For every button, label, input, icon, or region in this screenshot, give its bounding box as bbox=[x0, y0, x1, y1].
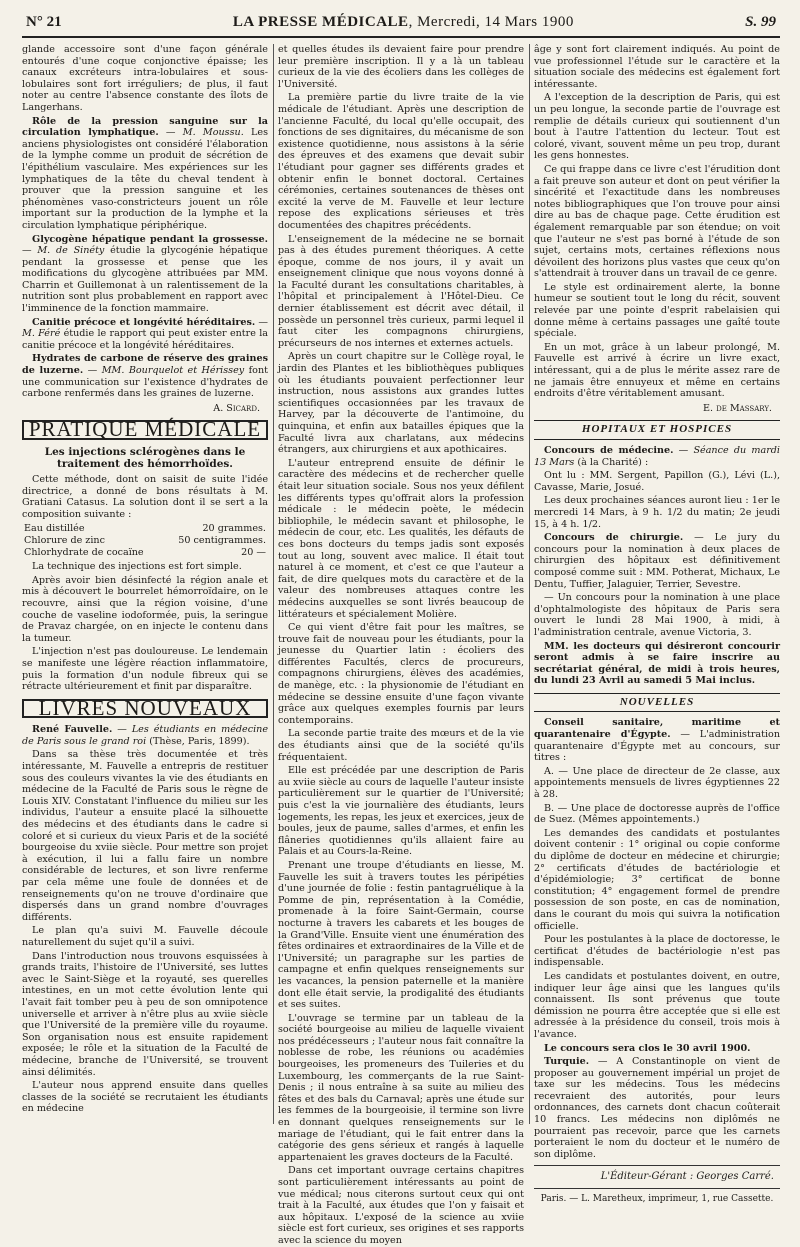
masthead: LA PRESSE MÉDICALE, Mercredi, 14 Mars 1900 bbox=[232, 14, 574, 30]
abstract-author: M. Féré bbox=[22, 328, 61, 340]
editor-credit: L'Éditeur-Gérant : Georges Carré. bbox=[600, 1171, 774, 1183]
paragraph: Le concours sera clos le 30 avril 1900. bbox=[544, 1042, 751, 1054]
abstract-text: font une communication sur l'existence d'hydrates de carbone renfermés dans les graines de luzerne. bbox=[22, 365, 268, 400]
paragraph: A l'exception de la description de Paris, qui est un peu longue, la seconde partie de l'ouvrage est remplie de détails curieux qui soutiennent d'un bout à l'autre l'attention du lecteur. Tout est coloré, vivant, souvent même un peu trop, durant les gens honnestes. bbox=[534, 92, 780, 162]
paragraph: Dans l'introduction nous trouvons esquissées à grands traits, l'histoire de l'Université, ses luttes avec le Saint-Siège et la royauté, ses querelles intestines, en un mot cette évolution lente qui l'avait fait tomber peu à peu de son omnipotence universelle et arriver à n'être plus au xviie siècle que l'Université de la première ville du royaume. Son organisation nous est ensuite rapidement exposée; le rôle et la situation de la Faculté de médecine, branche de l'Université, se trouvent ainsi délimités. bbox=[22, 950, 268, 1078]
ingredient: Chlorure de zinc bbox=[24, 534, 105, 546]
paragraph: L'injection n'est pas douloureuse. Le lendemain se manifeste une légère réaction inflammatoire, puis la formation d'un nodule fibreux qui se rétracte ultérieurement et finit par disparaître. bbox=[22, 646, 268, 693]
paragraph: glande accessoire sont d'une façon générale entourés d'une coque conjonctive épaisse; les canaux excréteurs intra-lobulaires et sous-lobulaires sont fort irréguliers; de plus, il faut noter au centre l'absence constante des îlots de Langerhans. bbox=[22, 44, 268, 113]
paragraph: L'auteur entreprend ensuite de définir le caractère des médecins et de rechercher quelle était leur situation sociale. Sous nos yeux défilent les différents types qu'offrait alors la profession médicale : le médecin poète, le médecin bibliophile, le médecin savant et philosophe, le médecin de cour, etc. Les qualités, les défauts de ces bons docteurs du temps jadis sont exposés tout au long, souvent avec malice. Il était tout naturel à ce moment, et c'est ce que l'auteur a fait, de dire quelques mots du caractère et de la valeur des nombreuses attaques contre les médecins auxquelles se sont livrés beaucoup de littérateurs et spécialement Molière. bbox=[278, 457, 524, 620]
paragraph: L'enseignement de la médecine ne se bornait pas à des études purement théoriques. A cette époque, comme de nos jours, il y avait un enseignement clinique que nous voyons donné à la Faculté durant les consultations charitables, à l'hôpital et principalement à l'Hôtel-Dieu. Ce dernier établissement est décrit avec détail, il possède un personnel très curieux, parmi lequel il faut citer les compagnons chirurgiens, précurseurs de nos internes et externes actuels. bbox=[278, 233, 524, 349]
book-author: René Fauvelle. bbox=[32, 724, 113, 736]
abstract-author: M. de Sinéty bbox=[37, 245, 105, 257]
paragraph: Ce qui frappe dans ce livre c'est l'érudition dont a fait preuve son auteur et dont on peut vérifier la sincérité et l'exactitude dans les nombreuses notes bibliographiques que l'on trouve pour ainsi dire au bas de chaque page. Cette érudition est également remarquable par son étendue; on voit que l'auteur ne s'est pas borné à l'étude de son sujet, certains mots, certaines réflexions nous dévoilent des horizons plus vastes que ceux qu'on s'attendrait à trouver dans un travail de ce genre. bbox=[534, 163, 780, 280]
page-header bbox=[22, 14, 780, 38]
abstract-title: Hydrates de carbone de réserve des graines de luzerne. bbox=[22, 353, 268, 377]
notice-concours-medecine bbox=[534, 445, 780, 468]
recipe-table bbox=[22, 523, 268, 558]
abstract-author: M. Moussu. bbox=[182, 127, 244, 139]
column-3 bbox=[534, 44, 780, 1205]
book-publication: (Thèse, Paris, 1899). bbox=[149, 735, 250, 747]
news-title: Turquie. bbox=[544, 1056, 590, 1068]
paragraph: A. — Une place de directeur de 2e classe, aux appointements mensuels de livres égyptiennes 22 à 28. bbox=[534, 765, 780, 801]
section-banner-nouvelles: NOUVELLES bbox=[534, 693, 780, 713]
paragraph: En un mot, grâce à un labeur prolongé, M. Fauvelle est arrivé à écrire un livre exact, intéressant, qui a de plus le mérite assez rare de ne jamais être ennuyeux et même en certains endroits d'être véritablement amusant. bbox=[534, 341, 780, 400]
paragraph: Dans sa thèse très documentée et très intéressante, M. Fauvelle a entrepris de restituer sous des couleurs vivantes la vie des étudiants en médecine de la Faculté de Paris sous le règne de Louis XIV. Constatant l'influence du milieu sur les individus, l'auteur a ensuite placé la silhouette des médecins et des étudiants dans le cadre si coloré et si curieux du vieux Paris et de la société bourgeoise du xviie siècle. Pour mettre son projet à exécution, il lui a fallu faire un nombre considérable de lectures, et son livre renferme par cela même une foule de données et de renseignements qu'on ne trouve d'ordinaire que dispersés dans un grand nombre d'ouvrages différents. bbox=[22, 749, 268, 923]
notice-concours-chirurgie bbox=[534, 532, 780, 590]
columns bbox=[22, 44, 780, 1246]
article-subheading: Les injections sclérogènes dans le traitement des hémorrhoïdes. bbox=[44, 446, 246, 470]
book-title: Les étudiants en médecine de Paris sous le grand roi bbox=[22, 724, 268, 747]
paragraph: Ont lu : MM. Sergent, Papillon (G.), Lévi (L.), Cavasse, Marie, Josué. bbox=[534, 470, 780, 493]
paragraph: L'auteur nous apprend ensuite dans quelles classes de la société se recrutaient les étudiants en médecine bbox=[22, 1080, 268, 1115]
paragraph: Le style est ordinairement alerte, la bonne humeur se soutient tout le long du récit, souvent relevée par une pointe d'esprit rabelaisien qui donne même à certains passages une gaîté toute spéciale. bbox=[534, 281, 780, 340]
paragraph: La technique des injections est fort simple. bbox=[32, 561, 242, 573]
news-egypte bbox=[534, 717, 780, 763]
paragraph: MM. les docteurs qui désireront concourir seront admis à se faire inscrire au secrétariat général, de midi à trois heures, du lundi 23 Avril au samedi 5 Mai inclus. bbox=[534, 640, 780, 687]
abstract-title: Rôle de la pression sanguine sur la circulation lymphatique. bbox=[22, 115, 268, 139]
abstract-bourquelot: Hydrates de carbone de réserve des graines de luzerne. — MM. Bourquelot et Hérissey font une communication sur l'existence d'hydrates de carbone renfermés dans les graines de luzerne. bbox=[22, 353, 268, 400]
page-number: S. 99 bbox=[745, 14, 776, 30]
paragraph: L'ouvrage se termine par un tableau de la société bourgeoise au milieu de laquelle vivaient nos prédécesseurs ; l'auteur nous fait connaître la noblesse de robe, les réunions ou académies bourgeoises, les promeneurs des Tuileries et du Luxembourg, les commerçants de la rue Saint-Denis ; il nous entraîne à sa suite au milieu des fêtes et des bals du Carnaval; après une étude sur les femmes de la bourgeoisie, il termine son livre en donnant quelques renseignements sur le mariage de l'étudiant, qui le fait entrer dans la catégorie des gens sérieux et rangés à laquelle appartenaient les graves docteurs de la Faculté. bbox=[278, 1012, 524, 1163]
paragraph: Le plan qu'a suivi M. Fauvelle découle naturellement du sujet qu'il a suivi. bbox=[22, 925, 268, 948]
abstract-author: MM. Bourquelot et Hérissey bbox=[101, 365, 245, 377]
journal-title: LA PRESSE MÉDICALE bbox=[232, 14, 409, 30]
paragraph: — Un concours pour la nomination à une place d'ophtalmologiste des hôpitaux de Paris sera ouvert le lundi 28 Mai 1900, à midi, à l'administration centrale, avenue Victoria, 3. bbox=[534, 592, 780, 638]
recipe-row bbox=[22, 535, 268, 547]
paragraph: et quelles études ils devaient faire pour prendre leur première inscription. Il y a là un tableau curieux de la vie des écoliers dans les collèges de l'Université. bbox=[278, 44, 524, 90]
news-text: — L'administration quarantenaire d'Égypte met au concours, sur titres : bbox=[534, 729, 780, 764]
paragraph: Les demandes des candidats et postulantes doivent contenir : 1° original ou copie conforme du diplôme de docteur en médecine et chirurgie; 2° certificats d'études de bactériologie et d'épidémiologie; 3° certificat de bonne constitution; 4° engagement formel de prendre possession de son poste, en cas de nomination, dans le courant du mois qui suivra la notification officielle. bbox=[534, 827, 780, 932]
paragraph: Après un court chapitre sur le Collège royal, le jardin des Plantes et les bibliothèques publiques où les étudiants pouvaient perfectionner leur instruction, nous assistons aux grandes luttes scientifiques occasionnées par les travaux de Harvey, par la découverte de l'antimoine, du quinquina, et enfin aux batailles épiques que la Faculté livra aux charlatans, aux médecins étrangers, aux chirurgiens et aux apothicaires. bbox=[278, 351, 524, 456]
paragraph: B. — Une place de doctoresse auprès de l'office de Suez. (Mêmes appointements.) bbox=[534, 802, 780, 826]
news-text: — A Constantinople on vient de proposer au gouvernement impérial un projet de taxe sur les médecins. Tous les médecins recevraient des autorités, pour leurs ordonnances, des carnets dont chacun coûterait 10 francs. Les médecins non diplômés ne pourraient pas recevoir, parce que les carnets porteraient le nom du docteur et le numéro de son diplôme. bbox=[534, 1056, 780, 1160]
paragraph: Dans cet important ouvrage certains chapitres sont particulièrement intéressants au point de vue médical; nous citerons surtout ceux qui ont trait à la Faculté, aux études que l'on y faisait et aux hôpitaux. L'exposé de la science au xviie siècle est fort curieux, ses origines et ses rapports avec la science du moyen bbox=[278, 1165, 524, 1246]
ingredient: Chlorhydrate de cocaïne bbox=[24, 546, 144, 558]
newspaper-page bbox=[22, 14, 780, 1246]
issue-number: N° 21 bbox=[26, 14, 62, 30]
notice-text: — Le jury du concours pour la nomination à deux places de chirurgien des hôpitaux est définitivement composé comme suit : MM. Potherat, Michaux, Le Dentu, Tuffier, Jalaguier, Terrier, Sevestre. bbox=[534, 532, 780, 590]
divider bbox=[534, 1188, 780, 1189]
quantity: 50 centigrammes. bbox=[178, 534, 266, 546]
section-banner-hopitaux: HOPITAUX ET HOSPICES bbox=[534, 420, 780, 440]
column-divider bbox=[273, 44, 274, 1124]
paragraph: Les candidats et postulantes doivent, en outre, indiquer leur âge ainsi que les langues qu'ils connaissent. Ils sont prévenus que toute démission ne pourra être acceptée que si elle est adressée à la présidence du conseil, trois mois à l'avance. bbox=[534, 970, 780, 1040]
notice-place: (à la Charité) : bbox=[577, 456, 649, 468]
quantity: 20 grammes. bbox=[202, 523, 266, 535]
paragraph: La première partie du livre traite de la vie médicale de l'étudiant. Après une description de l'ancienne Faculté, du local qu'elle occupait, des fonctions de ses dignitaires, du mécanisme de son existence quotidienne, nous assistons à la série des épreuves et des examens que devait subir l'étudiant pour gagner ses différents grades et obtenir enfin le bonnet doctoral. Certaines cérémonies, certaines soutenances de thèses ont excité la verve de M. Fauvelle et leur lecture repose des explications sérieuses et très documentées des chapitres précédents. bbox=[278, 92, 524, 231]
paragraph: Prenant une troupe d'étudiants en liesse, M. Fauvelle les suit à travers toutes les péripéties d'une journée de folie : festin pantagruélique à la Pomme de pin, représentation à la Comédie, promenade à la foire Saint-Germain, course nocturne à travers les cabarets et les bouges de la Grand'Ville. Ensuite vient une énumération des fêtes ordinaires et extraordinaires de la Ville et de l'Université; un paragraphe sur les parties de campagne et enfin quelques renseignements sur les vacances, la pension paternelle et la manière dont elle était servie, la prodigalité des étudiants et ses suites. bbox=[278, 859, 524, 1011]
abstract-text: étudie le rapport qui peut exister entre la canitie précoce et la longévité héréditaires. bbox=[22, 328, 269, 351]
paragraph: Pour les postulantes à la place de doctoresse, le certificat d'études de bactériologie n'est pas indispensable. bbox=[534, 934, 780, 969]
divider bbox=[534, 1165, 780, 1166]
signature-sicard: A. Sicard. bbox=[213, 402, 260, 414]
section-banner-pratique-medicale: PRATIQUE MÉDICALE bbox=[22, 420, 268, 440]
news-turquie bbox=[534, 1056, 780, 1160]
notice-date: — Séance du mardi 13 Mars bbox=[534, 445, 780, 468]
book-review-heading: René Fauvelle. — Les étudiants en médecine de Paris sous le grand roi (Thèse, Paris, 1899). bbox=[22, 724, 268, 747]
printer-credit: Paris. — L. Maretheux, imprimeur, 1, rue Cassette. bbox=[540, 1194, 774, 1205]
abstract-sinety: Glycogène hépatique pendant la grossesse. — M. de Sinéty étudie la glycogénie hépatique pendant la grossesse et pense que les modifications du glycogène attribuées par MM. Charrin et Guillemonat à un ralentissement de la nutrition sont plus probablement en rapport avec l'imminence de la fonction mammaire. bbox=[22, 233, 268, 315]
paragraph: âge y sont fort clairement indiqués. Au point de vue professionnel l'étude sur le caractère et la situation sociale des médecins est également fort intéressante. bbox=[534, 44, 780, 90]
paragraph: La seconde partie traite des mœurs et de la vie des étudiants ainsi que de la société qu'ils fréquentaient. bbox=[278, 728, 524, 763]
abstract-text: Les anciens physiologistes ont considéré l'élaboration de la lymphe comme un produit de sécrétion de l'épithélium vasculaire. Mes expériences sur les lymphatiques de la tête du cheval tendent à prouver que la pression sanguine et les phénomènes vaso-constricteurs jouent un rôle important sur la production de la lymphe et la circulation lymphatique périphérique. bbox=[22, 127, 268, 231]
paragraph: Elle est précédée par une description de Paris au xviie siècle au cours de laquelle l'auteur insiste particulièrement sur le quartier de l'Université; puis c'est la vie journalière des étudiants, leurs logements, les repas, les jeux et exercices, jeux de boules, jeux de paume, salles d'armes, et enfin les flâneries quotidiennes qu'ils allaient faire au Palais et au Cours-la-Reine. bbox=[278, 765, 524, 858]
notice-title: Concours de chirurgie. bbox=[544, 532, 684, 544]
abstract-moussu: Rôle de la pression sanguine sur la circulation lymphatique. — M. Moussu. Les anciens physiologistes ont considéré l'élaboration de la lymphe comme un produit de sécrétion de l'épithélium vasculaire. Mes expériences sur les lymphatiques de la tête du cheval tendent à prouver que la pression sanguine et les phénomènes vaso-constricteurs jouent un rôle important sur la production de la lymphe et la circulation lymphatique périphérique. bbox=[22, 115, 268, 231]
column-1 bbox=[22, 44, 268, 1124]
column-divider bbox=[529, 44, 530, 1124]
paragraph: Les deux prochaines séances auront lieu : 1er le mercredi 14 Mars, à 9 h. 1/2 du matin; 2e jeudi 15, à 4 h. 1/2. bbox=[534, 495, 780, 530]
quantity: 20 — bbox=[241, 546, 266, 558]
abstract-text: étudie la glycogénie hépatique pendant la grossesse et pense que les modifications du glycogène attribuées par MM. Charrin et Guillemonat à un ralentissement de la nutrition sont plus probablement en rapport avec l'imminence de la fonction mammaire. bbox=[22, 245, 268, 315]
paragraph: Après avoir bien désinfecté la région anale et mis à découvert le bourrelet hémorroïdaire, on le recouvre, ainsi que la région voisine, d'une couche de vaseline iodoformée, puis, la seringue de Pravaz chargée, on en injecte le contenu dans la tumeur. bbox=[22, 574, 268, 644]
signature-massary: E. de Massary. bbox=[702, 402, 772, 414]
paragraph: Cette méthode, dont on saisit de suite l'idée directrice, a donné de bons résultats à M. Gratiani Catasus. La solution dont il se sert a la composition suivante : bbox=[22, 474, 268, 520]
ingredient: Eau distillée bbox=[24, 523, 85, 535]
abstract-title: Canitie précoce et longévité héréditaires. bbox=[32, 316, 256, 328]
paragraph: Ce qui vient d'être fait pour les maîtres, se trouve fait de nouveau pour les étudiants, pour la jeunesse du Quartier latin : écoliers des différentes Facultés, clercs de procureurs, compagnons chirurgiens, élèves des académies, de manège, etc. : la physionomie de l'étudiant en médecine se dessine ensuite d'une façon vivante grâce aux quelques exemples fournis par leurs contemporains. bbox=[278, 622, 524, 726]
section-banner-livres-nouveaux: LIVRES NOUVEAUX bbox=[22, 699, 268, 719]
abstract-title: Glycogène hépatique pendant la grossesse. bbox=[32, 233, 268, 245]
news-title: Conseil sanitaire, maritime et quarantenaire d'Égypte. bbox=[534, 717, 780, 741]
notice-title: Concours de médecine. bbox=[544, 445, 674, 456]
recipe-row bbox=[22, 547, 268, 559]
column-2 bbox=[278, 44, 524, 1246]
recipe-row bbox=[22, 523, 268, 535]
issue-date: Mercredi, 14 Mars 1900 bbox=[417, 14, 574, 30]
abstract-fere: Canitie précoce et longévité héréditaires. — M. Féré étudie le rapport qui peut exister entre la canitie précoce et la longévité héréditaires. bbox=[22, 316, 269, 351]
